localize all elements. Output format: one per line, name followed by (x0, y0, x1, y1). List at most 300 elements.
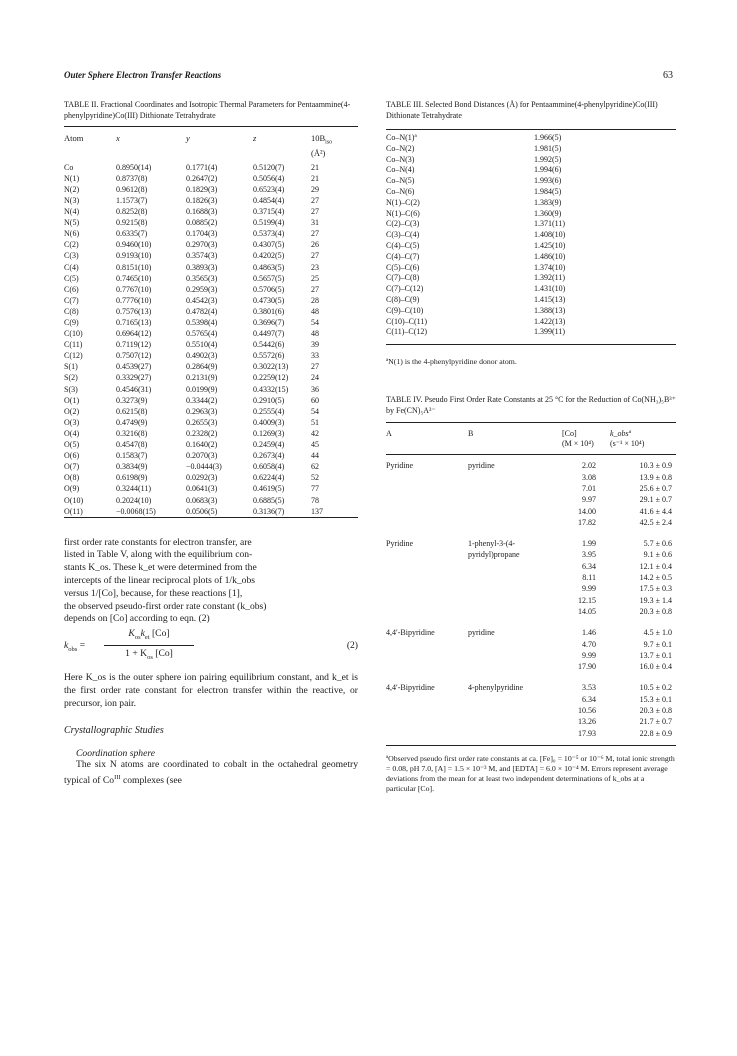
table4-cell-kobs: 25.6 ± 0.7 (639, 483, 672, 493)
p1-line: listed in Table V, along with the equilibrium con- (64, 549, 253, 561)
table4-cell-kobs: 42.5 ± 2.4 (639, 517, 672, 527)
table4-cell-co: 6.34 (582, 561, 596, 571)
table4-cell-co: 14.00 (578, 506, 596, 516)
table3-row (386, 230, 676, 241)
table4-row (386, 627, 676, 638)
table2-cell: O(11) (64, 506, 83, 516)
table2-cell: 0.3801(6) (253, 306, 285, 316)
table2-row (64, 228, 358, 239)
table3-distance: 1.422(13) (534, 316, 566, 326)
table4-header-kobs-label: k_obsª (610, 429, 631, 439)
table4-cell-co: 3.95 (582, 550, 596, 560)
p1-line: first order rate constants for electron transfer, are (64, 536, 252, 548)
table2-cell: 28 (311, 295, 319, 305)
table3-bond: C(7)–C(12) (386, 284, 424, 294)
table4-cell-a (386, 517, 468, 528)
table3-bond: Co–N(5) (386, 176, 415, 186)
table4-spacer-cell (386, 528, 676, 538)
table2-cell: 0.1771(4) (186, 162, 218, 172)
table2-row (64, 406, 358, 417)
table2-row (64, 206, 358, 217)
table2-cell: 0.3344(2) (186, 395, 218, 405)
eq-number: (2) (346, 640, 358, 652)
table2-cell: 0.1640(2) (186, 440, 218, 450)
table2-cell: 0.0885(2) (186, 218, 218, 228)
table2-cell: 21 (311, 162, 319, 172)
table4-cell-b (468, 716, 562, 727)
table2-row (64, 173, 358, 184)
table4-cell-kobs: 13.9 ± 0.8 (639, 472, 672, 482)
table2-cell: N(5) (64, 218, 80, 228)
table4-bottom-rule (386, 745, 676, 746)
table4-cell-kobs: 17.5 ± 0.3 (639, 584, 672, 594)
left-column (64, 100, 358, 788)
table2-cell: 0.4730(5) (253, 295, 285, 305)
table2-cell: O(6) (64, 451, 80, 461)
table4-header-co-unit: (M × 10⁴) (562, 439, 594, 449)
eq-denominator (104, 646, 194, 663)
table2-row (64, 239, 358, 250)
table2-cell: O(1) (64, 395, 80, 405)
table2-cell: 0.5398(4) (186, 318, 218, 327)
p1-line: versus 1/[Co], because, for these reactions [1], (64, 587, 243, 599)
table2-header-y: y (186, 133, 190, 143)
table3-distance: 1.966(5) (534, 133, 562, 142)
table2-cell: O(2) (64, 406, 80, 416)
table4-cell-co: 13.26 (578, 717, 596, 727)
table2-cell: 0.5442(6) (253, 340, 285, 350)
table2-cell: C(9) (64, 318, 79, 327)
table2-cell: S(3) (64, 384, 78, 394)
table3-distance: 1.981(5) (534, 143, 562, 153)
table2-cell: 0.1829(3) (186, 184, 218, 194)
table4-cell-co: 6.34 (582, 694, 596, 704)
table4-group-spacer (386, 672, 676, 682)
table3-row (386, 241, 676, 252)
table2-cell: 0.5373(4) (253, 229, 285, 239)
table3-row (386, 284, 676, 295)
table2-cell: Co (64, 162, 74, 172)
table3-bond: C(5)–C(6) (386, 262, 420, 272)
table3-bond: C(10)–C(11) (386, 316, 428, 326)
table3-bond: C(4)–C(5) (386, 240, 420, 250)
table2-cell: 0.3565(3) (186, 273, 218, 283)
table2-row (64, 483, 358, 494)
table3-label: TABLE III. (386, 100, 424, 109)
table2-cell: 33 (311, 351, 319, 361)
table2-cell: 44 (311, 451, 319, 461)
table2-cell: C(8) (64, 306, 79, 316)
page-number: 63 (663, 70, 673, 81)
table2-cell: 0.8950(14) (116, 162, 152, 172)
table4-cell-a (386, 572, 468, 583)
eq-num-sub2: et (144, 634, 150, 642)
table2-cell: 27 (311, 362, 319, 372)
section-heading: Crystallographic Studies (64, 724, 164, 736)
running-head-title: Outer Sphere Electron Transfer Reactions (64, 70, 222, 80)
table4-cell-co: 1.99 (582, 539, 596, 549)
table4-cell-a (386, 549, 468, 560)
table4-row (386, 705, 676, 716)
table2-cell: 0.1704(3) (186, 229, 218, 239)
table2-cell: 0.5056(4) (253, 173, 285, 183)
table2-cell: 0.4009(3) (253, 417, 285, 427)
table3-distance: 1.371(11) (534, 219, 566, 229)
table4-group-spacer (386, 528, 676, 538)
table3-row (386, 317, 676, 328)
table4-row (386, 606, 676, 617)
table3-distance: 1.425(10) (534, 240, 566, 250)
table3-row (386, 155, 676, 166)
table2-cell: 0.1269(3) (253, 428, 285, 438)
table2-cell: N(3) (64, 195, 80, 205)
table4-cell-co: 10.56 (578, 705, 596, 715)
p3-text: The six N atoms are coordinated to cobalt in the octahedral geometry typical of Co (64, 759, 358, 787)
table4-spacer-cell (386, 672, 676, 682)
table2-header-b-main: 10B (311, 133, 326, 143)
table4-cell-co: 14.05 (578, 606, 596, 616)
table2-label: TABLE II. (64, 100, 99, 109)
table2-header-z: z (253, 133, 257, 143)
table2-cell: C(2) (64, 240, 79, 250)
table3-bond: C(2)–C(3) (386, 219, 420, 229)
table4-label: TABLE IV. (386, 395, 423, 405)
table3-row (386, 219, 676, 230)
table4-cell-a (386, 694, 468, 705)
p1-line: intercepts of the linear reciprocal plots of 1/k_obs (64, 575, 256, 587)
table4-row (386, 694, 676, 705)
table2-row (64, 306, 358, 317)
table3-distance: 1.408(10) (534, 230, 566, 240)
body-paragraph-1 (64, 537, 358, 627)
table4-cell-a (386, 472, 468, 483)
table4-cell-a (386, 583, 468, 594)
table2-cell: 54 (311, 406, 319, 416)
table2-cell: 0.5120(7) (253, 162, 285, 172)
table2-header-b (311, 127, 358, 162)
p1-line: depends on [Co] according to eqn. (2) (64, 613, 210, 625)
table3-distance: 1.994(6) (534, 165, 562, 175)
table2-row (64, 461, 358, 472)
table2-cell: 0.5765(4) (186, 329, 218, 339)
table2-cell: 45 (311, 440, 319, 450)
table2-cell: 0.4863(5) (253, 262, 285, 272)
table4-cell-b (468, 705, 562, 716)
table2-row (64, 195, 358, 206)
table2-cell: 0.3834(9) (116, 462, 148, 472)
table3-distance: 1.374(10) (534, 262, 566, 272)
table4-cell-a (386, 650, 468, 661)
table2-cell: 39 (311, 340, 319, 350)
table3-distance: 1.360(9) (534, 208, 562, 218)
table4-cell-a (386, 506, 468, 517)
table2-header-b-sub: iso (325, 139, 333, 146)
table2-cell: 48 (311, 329, 319, 339)
table4-cell-b: pyridine (468, 628, 495, 638)
table2-cell: 0.2070(3) (186, 451, 218, 461)
table4-row (386, 483, 676, 494)
table4-cell-b (468, 517, 562, 528)
table2-cell: N(4) (64, 207, 80, 217)
table4-cell-a (386, 716, 468, 727)
table3-row (386, 273, 676, 284)
table2-cell: 0.2864(9) (186, 362, 218, 372)
table4-caption (386, 395, 676, 416)
table2-cell: 0.2655(3) (186, 417, 218, 427)
table2-cell: C(10) (64, 329, 83, 339)
table4-cell-b (468, 650, 562, 661)
table3-distance: 1.993(6) (534, 176, 562, 186)
table2-cell: 0.6058(4) (253, 462, 285, 472)
table2-row (64, 162, 358, 173)
table4-row (386, 661, 676, 672)
table2-cell: 0.7119(12) (116, 340, 152, 350)
table4-row (386, 494, 676, 505)
table2-cell: 137 (311, 506, 323, 516)
table2-cell: 0.9460(10) (116, 240, 152, 250)
table2-row (64, 439, 358, 450)
table2-cell: 0.2673(4) (253, 451, 285, 461)
table2-cell: O(4) (64, 428, 80, 438)
table3-bond: N(1)–C(2) (386, 197, 420, 207)
eq-num-sub1: os (134, 634, 141, 642)
table3-row (386, 209, 676, 220)
table2-cell: 0.8737(8) (116, 173, 148, 183)
table2-cell: C(12) (64, 351, 83, 361)
table2-cell: 0.2459(4) (253, 440, 285, 450)
table2-row (64, 450, 358, 461)
table3-row (386, 144, 676, 155)
table3-row (386, 295, 676, 306)
table4-cell-b (468, 506, 562, 517)
table2-cell: 0.2963(3) (186, 406, 218, 416)
table4-row (386, 460, 676, 471)
eq-numerator (104, 628, 194, 646)
table2-row (64, 317, 358, 328)
table2-cell: 23 (311, 262, 319, 272)
table4-row (386, 728, 676, 739)
table2-cell: −0.0068(15) (116, 506, 156, 516)
table2-row (64, 273, 358, 284)
table2-row (64, 361, 358, 372)
table4-cell-a (386, 705, 468, 716)
table3-distance: 1.992(5) (534, 154, 562, 164)
table4-cell-b (468, 606, 562, 617)
table2-cell: O(5) (64, 440, 80, 450)
table2-cell: 0.1826(3) (186, 195, 218, 205)
table2-cell: 0.2910(5) (253, 395, 285, 405)
table3-bond: Co–N(4) (386, 165, 415, 175)
table3-distance: 1.984(5) (534, 186, 562, 196)
table2-cell: 0.9612(8) (116, 184, 148, 194)
table3 (386, 133, 676, 338)
table2-cell: 0.4202(5) (253, 251, 285, 261)
table3-bond: Co–N(1)ª (386, 133, 417, 142)
table2-cell: 0.0641(3) (186, 484, 218, 494)
table3-row (386, 252, 676, 263)
table4-cell-co: 3.08 (582, 472, 596, 482)
table2-cell: 62 (311, 462, 319, 472)
table4-cell-co: 12.15 (578, 595, 596, 605)
eq-num-k: k (140, 628, 145, 640)
table2-cell: 0.4542(3) (186, 295, 218, 305)
table2-cell: 0.3136(7) (253, 506, 285, 516)
table2-cell: 0.7767(10) (116, 284, 152, 294)
body-paragraph-3 (64, 759, 358, 788)
table3-bond: C(3)–C(4) (386, 230, 420, 240)
table3-row (386, 327, 676, 338)
table2-cell: 0.4307(5) (253, 240, 285, 250)
table2-caption (64, 100, 358, 121)
table4-cell-a (386, 728, 468, 739)
table2-cell: 0.4332(15) (253, 384, 289, 394)
table4-cell-co: 7.01 (582, 483, 596, 493)
table2-cell: 0.4902(3) (186, 351, 218, 361)
table2-cell: 0.6215(8) (116, 406, 148, 416)
table2-cell: 0.4547(8) (116, 440, 148, 450)
table2-cell: 0.1688(3) (186, 207, 218, 217)
table2-header-b-unit: (Å²) (311, 147, 326, 158)
table2-cell: 27 (311, 207, 319, 217)
table3-caption-text: Selected Bond Distances (Å) for Pentaammine(4-phenylpyridine)Co(III) Dithionate Tetrahydrate (386, 100, 658, 120)
table4-cell-kobs: 20.3 ± 0.8 (639, 705, 672, 715)
table4-cell-a: 4,4′-Bipyridine (386, 683, 435, 693)
table3-row (386, 187, 676, 198)
table2-cell: 0.8151(10) (116, 262, 152, 272)
table4-cell-kobs: 20.3 ± 0.8 (639, 606, 672, 616)
table4-cell-co: 1.46 (582, 628, 596, 638)
table4-cell-kobs: 9.7 ± 0.1 (643, 639, 672, 649)
table4-cell-b (468, 595, 562, 606)
table4-row (386, 561, 676, 572)
table4-group-spacer (386, 617, 676, 627)
table3-row (386, 306, 676, 317)
table4-cell-co: 9.99 (582, 584, 596, 594)
table2-cell: 0.2959(3) (186, 284, 218, 294)
table4-row (386, 538, 676, 549)
table2-cell: 0.6964(12) (116, 329, 152, 339)
table2-cell: 0.4619(5) (253, 484, 285, 494)
table4-cell-kobs: 4.5 ± 1.0 (643, 628, 672, 638)
table2-cell: S(2) (64, 373, 78, 383)
table3-distance: 1.415(13) (534, 294, 566, 304)
table3-row (386, 263, 676, 274)
table2-cell: C(6) (64, 284, 79, 294)
table4-header-kobs-unit: (s⁻¹ × 10⁴) (610, 439, 645, 449)
p1-line: the observed pseudo-first order rate constant (k_obs) (64, 600, 267, 612)
table4-cell-a: 4,4′-Bipyridine (386, 628, 435, 638)
table4-header-kobs (610, 423, 676, 454)
table2-cell: 0.6224(4) (253, 473, 285, 483)
table2-row (64, 506, 358, 517)
table4-cell-b (468, 561, 562, 572)
table2-row (64, 495, 358, 506)
table2-cell: 0.2647(2) (186, 173, 218, 183)
table2-cell: 0.2131(9) (186, 373, 218, 383)
table2-cell: 21 (311, 173, 319, 183)
table2-cell: C(3) (64, 251, 79, 261)
eq-lhs-sub: obs (68, 646, 78, 654)
table4-cell-co: 17.93 (578, 728, 596, 738)
table4-row (386, 549, 676, 560)
table3-bond: Co–N(2) (386, 143, 415, 153)
table3-distance: 1.388(13) (534, 305, 566, 315)
table4-cell-b (468, 694, 562, 705)
table4-header-b: B (468, 429, 474, 439)
table2-cell: 0.5510(4) (186, 340, 218, 350)
table2-row (64, 284, 358, 295)
table2-cell: 0.4782(4) (186, 306, 218, 316)
table2-cell: 0.1583(7) (116, 451, 148, 461)
table4 (386, 423, 676, 454)
table2-row (64, 472, 358, 483)
table2-cell: 0.2970(3) (186, 240, 218, 250)
table4-cell-a: Pyridine (386, 461, 414, 471)
table3-bond: Co–N(3) (386, 154, 415, 164)
eq-num-K: K (128, 628, 135, 640)
table4-cell-co: 2.02 (582, 461, 596, 471)
table4-cell-b (468, 483, 562, 494)
table4-row (386, 716, 676, 727)
table2-cell: 0.4497(7) (253, 329, 285, 339)
table4-header-row (386, 423, 676, 454)
table4-row (386, 595, 676, 606)
table4-cell-co: 9.97 (582, 495, 596, 505)
table2-cell: 0.6335(7) (116, 229, 148, 239)
table2-cell: C(4) (64, 262, 79, 272)
p3-tail: complexes (see (120, 775, 182, 787)
table4-cell-b (468, 472, 562, 483)
table3-caption (386, 100, 676, 121)
table2-cell: N(1) (64, 173, 80, 183)
equation-2 (64, 628, 358, 668)
table2-cell: 48 (311, 306, 319, 316)
table2-cell: 26 (311, 240, 319, 250)
table4-cell-b (468, 583, 562, 594)
table3-bond: N(1)–C(6) (386, 208, 420, 218)
table2-cell: 0.3244(11) (116, 484, 152, 494)
table2-header-row (64, 127, 358, 162)
table2-cell: 60 (311, 395, 319, 405)
table4-cell-kobs: 16.0 ± 0.4 (639, 662, 672, 672)
table2-cell: 27 (311, 251, 319, 261)
table2-cell: O(7) (64, 462, 80, 472)
table3-footnote: ªN(1) is the 4-phenylpyridine donor atom. (386, 357, 517, 367)
table4-cell-kobs: 10.3 ± 0.9 (639, 461, 672, 471)
table4-cell-a (386, 483, 468, 494)
table2-row (64, 372, 358, 383)
table4-cell-co: 3.53 (582, 683, 596, 693)
table4-cell-kobs: 9.1 ± 0.6 (643, 550, 672, 560)
table3-row (386, 165, 676, 176)
table2-cell: 24 (311, 373, 319, 383)
table2-cell: 0.3893(3) (186, 262, 218, 272)
table4-cell-a (386, 561, 468, 572)
table2-cell: N(6) (64, 229, 80, 239)
table2-cell: 0.6523(4) (253, 184, 285, 194)
table2-cell: −0.0444(3) (186, 462, 222, 472)
eq-fraction (104, 628, 194, 663)
table3-bond: C(9)–C(10) (386, 305, 424, 315)
table3-bond: C(8)–C(9) (386, 294, 420, 304)
table4-cell-b: 4-phenylpyridine (468, 683, 524, 693)
table4-cell-b: pyridine (468, 461, 495, 471)
table4-cell-b (468, 639, 562, 650)
table4-cell-a (386, 494, 468, 505)
table4-caption-text: Pseudo First Order Rate Constants at 25 °C for the Reduction of Co(NH₃)₅B³⁺ by Fe(CN)₅A³⁻ (386, 395, 676, 415)
table4-cell-b (468, 494, 562, 505)
table2-cell: 0.6885(5) (253, 495, 285, 505)
